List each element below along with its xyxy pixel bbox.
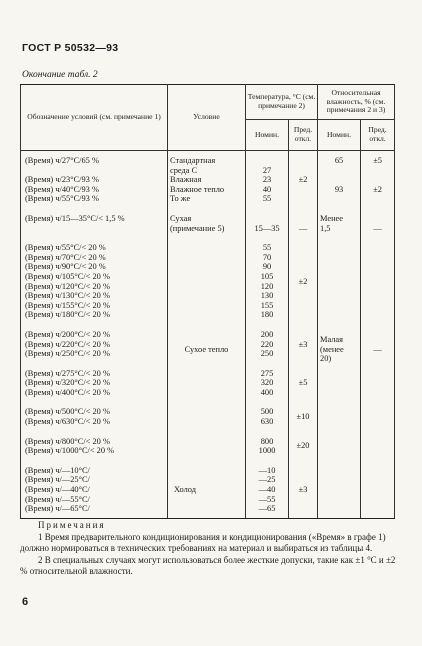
temp-nominal-cell: —55 xyxy=(258,494,276,504)
hum-tolerance-cell: — xyxy=(361,213,395,234)
temp-nominal-cell: 250 xyxy=(260,349,274,359)
designation-cell: (Время) ч/250°С/< 20 % xyxy=(25,349,110,359)
designation-cell: (Время) ч/220°С/< 20 % xyxy=(25,339,110,349)
temp-nominal-cell: 105 xyxy=(260,271,274,281)
temp-nominal-cell: 275 xyxy=(260,368,274,378)
designation-cell: (Время) ч/1000°С/< 20 % xyxy=(25,446,115,456)
temp-nominal-cell xyxy=(248,214,286,224)
temp-nominal-cell: 155 xyxy=(260,300,274,310)
note-item: 1 Время предварительного кондиционирования и кондиционирования («Время» в графе 1) должно нормироваться в технических требованиях на материал и выбираться из таблицы 4. xyxy=(20,532,386,554)
hum-nominal-cell: 65 xyxy=(334,156,344,165)
temp-tolerance-cell: ±3 xyxy=(289,465,318,518)
table-row xyxy=(21,465,395,518)
designation-cell: (Время) ч/40°С/93 % xyxy=(25,184,99,194)
designation-cell: (Время) ч/23°С/93 % xyxy=(25,175,99,185)
note-item: 2 В специальных случаях могут использоваться более жесткие допуски, такие как ±1 °С и ±2 % относительной влажности. xyxy=(20,554,396,576)
hum-nominal-cell xyxy=(320,166,358,176)
designation-cell: (Время) ч/200°С/< 20 % xyxy=(25,329,110,339)
temp-nominal-cell: 27 xyxy=(262,165,272,175)
col-header-hum-tolerance: Пред. откл. xyxy=(361,120,395,151)
hum-nominal-cell: 93 xyxy=(334,184,344,194)
hum-nominal-cell: (менее xyxy=(320,344,344,354)
designation-cell: (Время) ч/320°С/< 20 % xyxy=(25,378,110,388)
temp-tolerance-cell: ±10 xyxy=(289,406,318,427)
hum-nominal-cell xyxy=(320,175,358,185)
temp-nominal-cell: 55 xyxy=(262,243,272,253)
page-number: 6 xyxy=(22,596,29,608)
temp-tolerance-cell: ±2 xyxy=(289,242,318,321)
hum-tolerance-cell: ±2 xyxy=(373,184,382,194)
designation-cell: (Время) ч/55°С/< 20 % xyxy=(25,243,106,253)
col-header-designation: Обозначение условий (см. примечание 1) xyxy=(21,85,168,151)
col-header-temperature: Температура, °С (см. примечание 2) xyxy=(246,85,318,120)
designation-cell: (Время) ч/—10°С/ xyxy=(25,465,90,475)
designation-cell: (Время) ч/400°С/< 20 % xyxy=(25,387,110,397)
designation-cell: (Время) ч/130°С/< 20 % xyxy=(25,291,110,301)
designation-cell: (Время) ч/—25°С/ xyxy=(25,475,90,485)
temp-nominal-cell: 220 xyxy=(260,339,274,349)
col-header-temp-nominal: Номин. xyxy=(246,120,289,151)
condition-cell: Влажная xyxy=(170,175,202,185)
hum-tolerance-cell: — xyxy=(361,242,395,457)
temp-nominal-cell: —65 xyxy=(258,504,276,514)
temp-nominal-cell: —40 xyxy=(258,485,276,495)
temp-nominal-cell: 70 xyxy=(262,252,272,262)
designation-cell: (Время) ч/105°С/< 20 % xyxy=(25,271,110,281)
hum-nominal-cell xyxy=(320,194,358,204)
temp-nominal-cell: —25 xyxy=(258,475,276,485)
table-row xyxy=(21,213,395,234)
temp-nominal-cell: 23 xyxy=(262,175,272,185)
temp-tolerance-cell: ±3 xyxy=(289,329,318,360)
col-header-condition: Условие xyxy=(168,85,246,151)
designation-cell: (Время) ч/15—35°С/< 1,5 % xyxy=(25,213,125,223)
hum-tolerance-cell: ±5 xyxy=(373,156,382,165)
table-continuation-caption: Окончание табл. 2 xyxy=(22,70,98,80)
condition-cell: Холод xyxy=(168,465,246,518)
condition-cell: Сухое тепло xyxy=(168,242,246,457)
designation-cell: (Время) ч/275°С/< 20 % xyxy=(25,368,110,378)
temp-nominal-cell: 90 xyxy=(262,262,272,272)
designation-cell: (Время) ч/55°С/93 % xyxy=(25,194,99,204)
temp-nominal-cell: —10 xyxy=(258,465,276,475)
condition-cell: Стандартная xyxy=(170,156,216,165)
temp-nominal-cell: 320 xyxy=(260,378,274,388)
col-header-hum-nominal: Номин. xyxy=(318,120,361,151)
designation-cell: (Время) ч/500°С/< 20 % xyxy=(25,407,110,417)
temp-tolerance-cell: ±20 xyxy=(289,436,318,457)
condition-cell: Сухая xyxy=(170,213,192,223)
hum-nominal-cell: 1,5 xyxy=(320,223,331,233)
temp-nominal-cell: 400 xyxy=(260,387,274,397)
condition-cell: То же xyxy=(170,194,191,204)
hum-nominal-cell: Малая xyxy=(320,335,344,345)
designation-cell: (Время) ч/630°С/< 20 % xyxy=(25,417,110,427)
col-header-humidity: Относительная влажность, % (см. примечания 2 и 3) xyxy=(318,85,395,120)
designation-cell: (Время) ч/—65°С/ xyxy=(25,504,90,514)
hum-nominal-cell: 20) xyxy=(320,354,332,364)
temp-tolerance-cell: ±2 xyxy=(289,151,318,205)
temp-nominal-cell: 630 xyxy=(260,417,274,427)
document-header: ГОСТ Р 50532—93 xyxy=(22,42,119,54)
designation-cell: (Время) ч/70°С/< 20 % xyxy=(25,252,106,262)
condition-cell: среда С xyxy=(170,165,198,175)
designation-cell: (Время) ч/800°С/< 20 % xyxy=(25,436,110,446)
temp-nominal-cell: 40 xyxy=(262,184,272,194)
temp-nominal-cell: 120 xyxy=(260,281,274,291)
designation-cell: (Время) ч/27°С/65 % xyxy=(25,156,99,165)
hum-tolerance-cell xyxy=(363,166,392,176)
notes-heading: Примечания xyxy=(38,520,106,530)
temp-tolerance-cell: — xyxy=(289,213,318,234)
temp-nominal-cell: 500 xyxy=(260,407,274,417)
temp-nominal-cell xyxy=(248,156,286,166)
designation-cell: (Время) ч/—55°С/ xyxy=(25,494,90,504)
hum-tolerance-cell xyxy=(363,175,392,185)
conditions-table xyxy=(20,84,395,519)
designation-cell: (Время) ч/120°С/< 20 % xyxy=(25,281,110,291)
temp-nominal-cell: 180 xyxy=(260,310,274,320)
temp-nominal-cell: 15—35 xyxy=(254,223,280,233)
temp-nominal-cell: 55 xyxy=(262,194,272,204)
notes-block xyxy=(20,520,400,577)
temp-nominal-cell: 800 xyxy=(260,436,274,446)
temp-tolerance-cell: ±5 xyxy=(289,368,318,399)
designation-cell: (Время) ч/155°С/< 20 % xyxy=(25,300,110,310)
hum-tolerance-cell xyxy=(363,194,392,204)
designation-cell xyxy=(23,166,165,176)
condition-cell: (примечание 5) xyxy=(170,223,225,233)
temp-nominal-cell: 200 xyxy=(260,329,274,339)
temp-nominal-cell: 1000 xyxy=(258,446,276,456)
designation-cell: (Время) ч/90°С/< 20 % xyxy=(25,262,106,272)
col-header-temp-tolerance: Пред. откл. xyxy=(289,120,318,151)
condition-cell: Влажное тепло xyxy=(170,184,225,194)
temp-nominal-cell: 130 xyxy=(260,291,274,301)
table-row xyxy=(21,242,395,321)
hum-nominal-cell: Менее xyxy=(320,213,343,223)
designation-cell: (Время) ч/—40°С/ xyxy=(25,485,90,495)
designation-cell: (Время) ч/180°С/< 20 % xyxy=(25,310,110,320)
table-row xyxy=(21,151,395,205)
